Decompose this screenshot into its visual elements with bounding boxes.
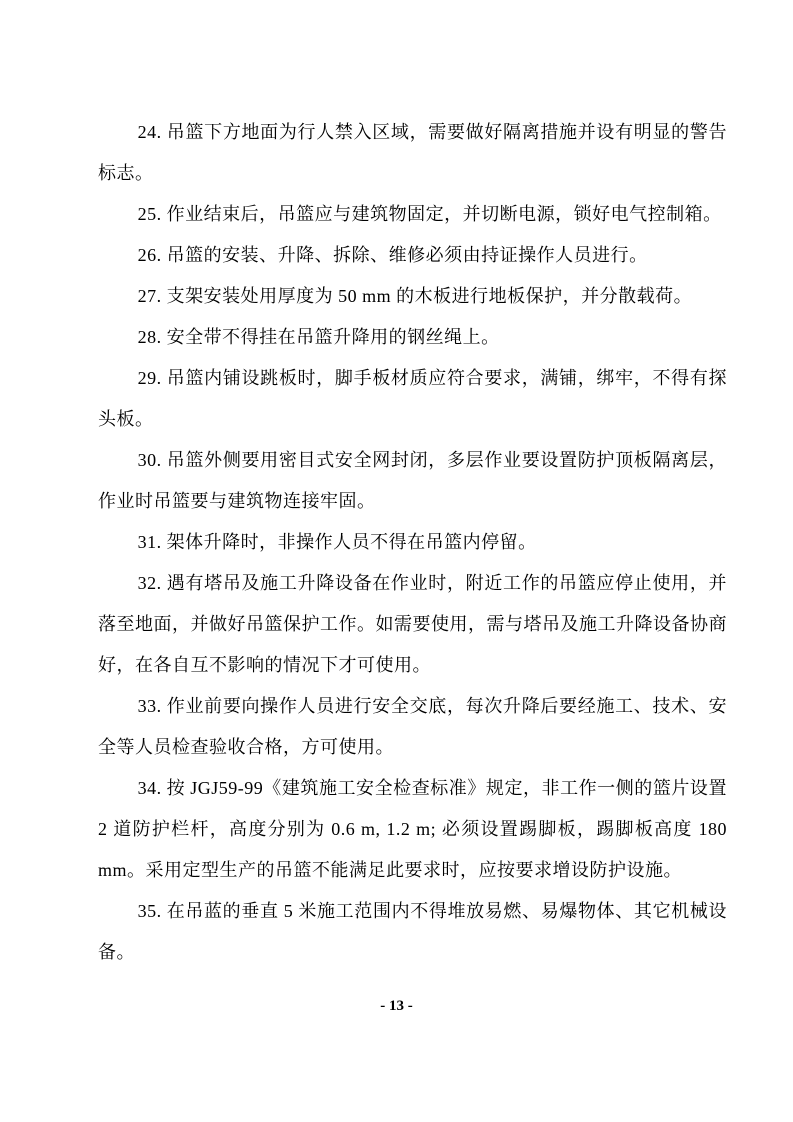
document-body [98, 112, 727, 973]
paragraph-item-31: 31. 架体升降时，非操作人员不得在吊篮内停留。 [137, 532, 537, 552]
paragraph-item-28: 28. 安全带不得挂在吊篮升降用的钢丝绳上。 [137, 327, 500, 347]
paragraph-item-24: 24. 吊篮下方地面为行人禁入区域，需要做好隔离措施并设有明显的警告标志。 [98, 122, 727, 183]
paragraph-item-25: 25. 作业结束后，吊篮应与建筑物固定，并切断电源，锁好电气控制箱。 [137, 204, 722, 224]
paragraph-item-29: 29. 吊篮内铺设跳板时，脚手板材质应符合要求，满铺，绑牢，不得有探头板。 [98, 368, 727, 429]
page-number: - 13 - [380, 998, 413, 1014]
paragraph-item-30: 30. 吊篮外侧要用密目式安全网封闭，多层作业要设置防护顶板隔离层，作业时吊篮要与建筑物连接牢固。 [98, 450, 727, 511]
paragraph-item-26: 26. 吊篮的安装、升降、拆除、维修必须由持证操作人员进行。 [137, 245, 648, 265]
paragraph-item-35: 35. 在吊蓝的垂直 5 米施工范围内不得堆放易燃、易爆物体、其它机械设备。 [98, 901, 727, 962]
paragraph-item-34: 34. 按 JGJ59-99《建筑施工安全检查标准》规定，非工作一侧的篮片设置 2 道防护栏杆，高度分别为 0.6 m, 1.2 m; 必须设置踢脚板，踢脚板高度 180 mm。采用定型生产的吊篮不能满足此要求时，应按要求增设防护设施。 [98, 778, 727, 880]
paragraph-item-27: 27. 支架安装处用厚度为 50 mm 的木板进行地板保护，并分散载荷。 [137, 286, 693, 306]
paragraph-item-32: 32. 遇有塔吊及施工升降设备在作业时，附近工作的吊篮应停止使用，并落至地面，并做好吊篮保护工作。如需要使用，需与塔吊及施工升降设备协商好，在各自互不影响的情况下才可使用。 [98, 573, 727, 675]
paragraph-item-33: 33. 作业前要向操作人员进行安全交底，每次升降后要经施工、技术、安全等人员检查验收合格，方可使用。 [98, 696, 727, 757]
